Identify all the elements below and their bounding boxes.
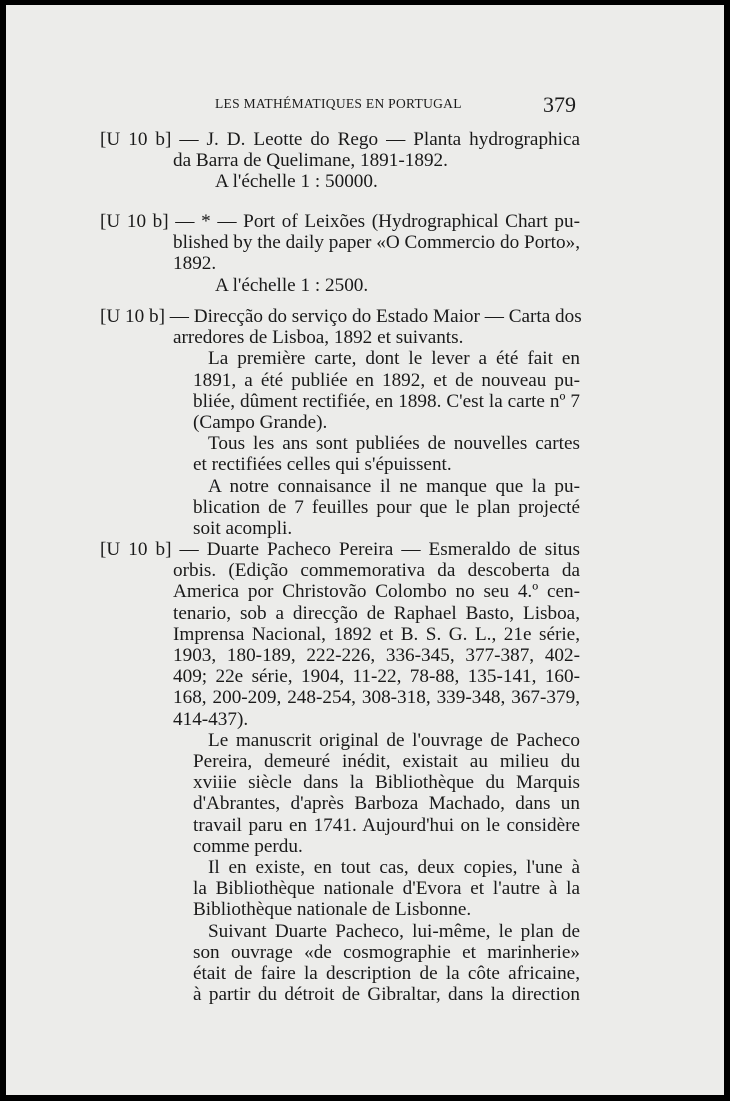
book-page [6, 5, 724, 1095]
text-line: était de faire la description de la côte africaine, [193, 963, 580, 985]
text-line: 414-437). [173, 708, 249, 730]
text-line: blished by the daily paper «O Commercio do Porto», [173, 232, 580, 254]
text-line: A notre connaisance il ne manque que la pu- [208, 475, 580, 497]
text-line: America por Christovão Colombo no seu 4.º cen- [173, 581, 580, 603]
text-line: La première carte, dont le lever a été fait en [208, 348, 580, 370]
text-line: A l'échelle 1 : 50000. [215, 171, 378, 193]
text-line: tenario, sob a direcção de Raphael Basto, Lisboa, [173, 602, 580, 624]
text-line: 1891, a été publiée en 1892, et de nouveau pu- [193, 369, 580, 391]
text-line: Bibliothèque nationale de Lisbonne. [193, 899, 472, 921]
text-line: blication de 7 feuilles pour que le plan projecté [193, 496, 580, 518]
text-line: travail paru en 1741. Aujourd'hui on le considère [193, 814, 580, 836]
text-line: 1892. [173, 253, 217, 275]
text-line: da Barra de Quelimane, 1891-1892. [173, 150, 448, 172]
text-line: [U 10 b] — Direcção do serviço do Estado Maior — Carta dos [100, 306, 582, 327]
bibliography-entry [100, 539, 580, 1005]
text-line: 168, 200-209, 248-254, 308-318, 339-348, 367-379, [173, 687, 580, 709]
text-line: à partir du détroit de Gibraltar, dans la direction [193, 984, 580, 1006]
text-line: orbis. (Edição commemorativa da descoberta da [173, 560, 580, 582]
text-line: comme perdu. [193, 835, 303, 857]
text-line: arredores de Lisboa, 1892 et suivants. [173, 327, 464, 349]
text-line: [U 10 b] — J. D. Leotte do Rego — Planta hydrographica [100, 129, 580, 150]
text-line: [U 10 b] — Duarte Pacheco Pereira — Esmeraldo de situs [100, 539, 580, 560]
bibliography-entry [100, 211, 580, 296]
bibliography-entry [100, 306, 580, 539]
text-line: bliée, dûment rectifiée, en 1898. C'est la carte nº 7 [193, 390, 580, 412]
text-line: A l'échelle 1 : 2500. [215, 274, 369, 296]
text-line: Tous les ans sont publiées de nouvelles cartes [208, 433, 580, 455]
text-line: (Campo Grande). [193, 412, 328, 434]
text-line: d'Abrantes, d'après Barboza Machado, dans un [193, 793, 580, 815]
page-header [6, 92, 724, 116]
text-line: 1903, 180-189, 222-226, 336-345, 377-387, 402- [173, 645, 580, 667]
bibliography-entry [100, 129, 580, 193]
text-line: Imprensa Nacional, 1892 et B. S. G. L., 21e série, [173, 623, 580, 645]
text-line: Suivant Duarte Pacheco, lui-même, le plan de [208, 920, 580, 942]
text-line: et rectifiées celles qui s'épuissent. [193, 454, 452, 476]
text-line: xviiie siècle dans la Bibliothèque du Marquis [193, 772, 580, 794]
text-line: son ouvrage «de cosmographie et marinherie» [193, 941, 580, 963]
running-title: LES MATHÉMATIQUES EN PORTUGAL [215, 96, 462, 111]
text-line: Pereira, demeuré inédit, existait au milieu du [193, 751, 580, 773]
text-line: Le manuscrit original de l'ouvrage de Pacheco [208, 729, 580, 751]
page-number: 379 [543, 92, 576, 117]
text-line: Il en existe, en tout cas, deux copies, l'une à [208, 857, 580, 879]
text-line: [U 10 b] — * — Port of Leixões (Hydrographical Chart pu- [100, 211, 580, 232]
text-line: la Bibliothèque nationale d'Evora et l'autre à la [193, 878, 580, 900]
text-line: 409; 22e série, 1904, 11-22, 78-88, 135-141, 160- [173, 666, 580, 688]
text-line: soit acompli. [193, 518, 293, 540]
